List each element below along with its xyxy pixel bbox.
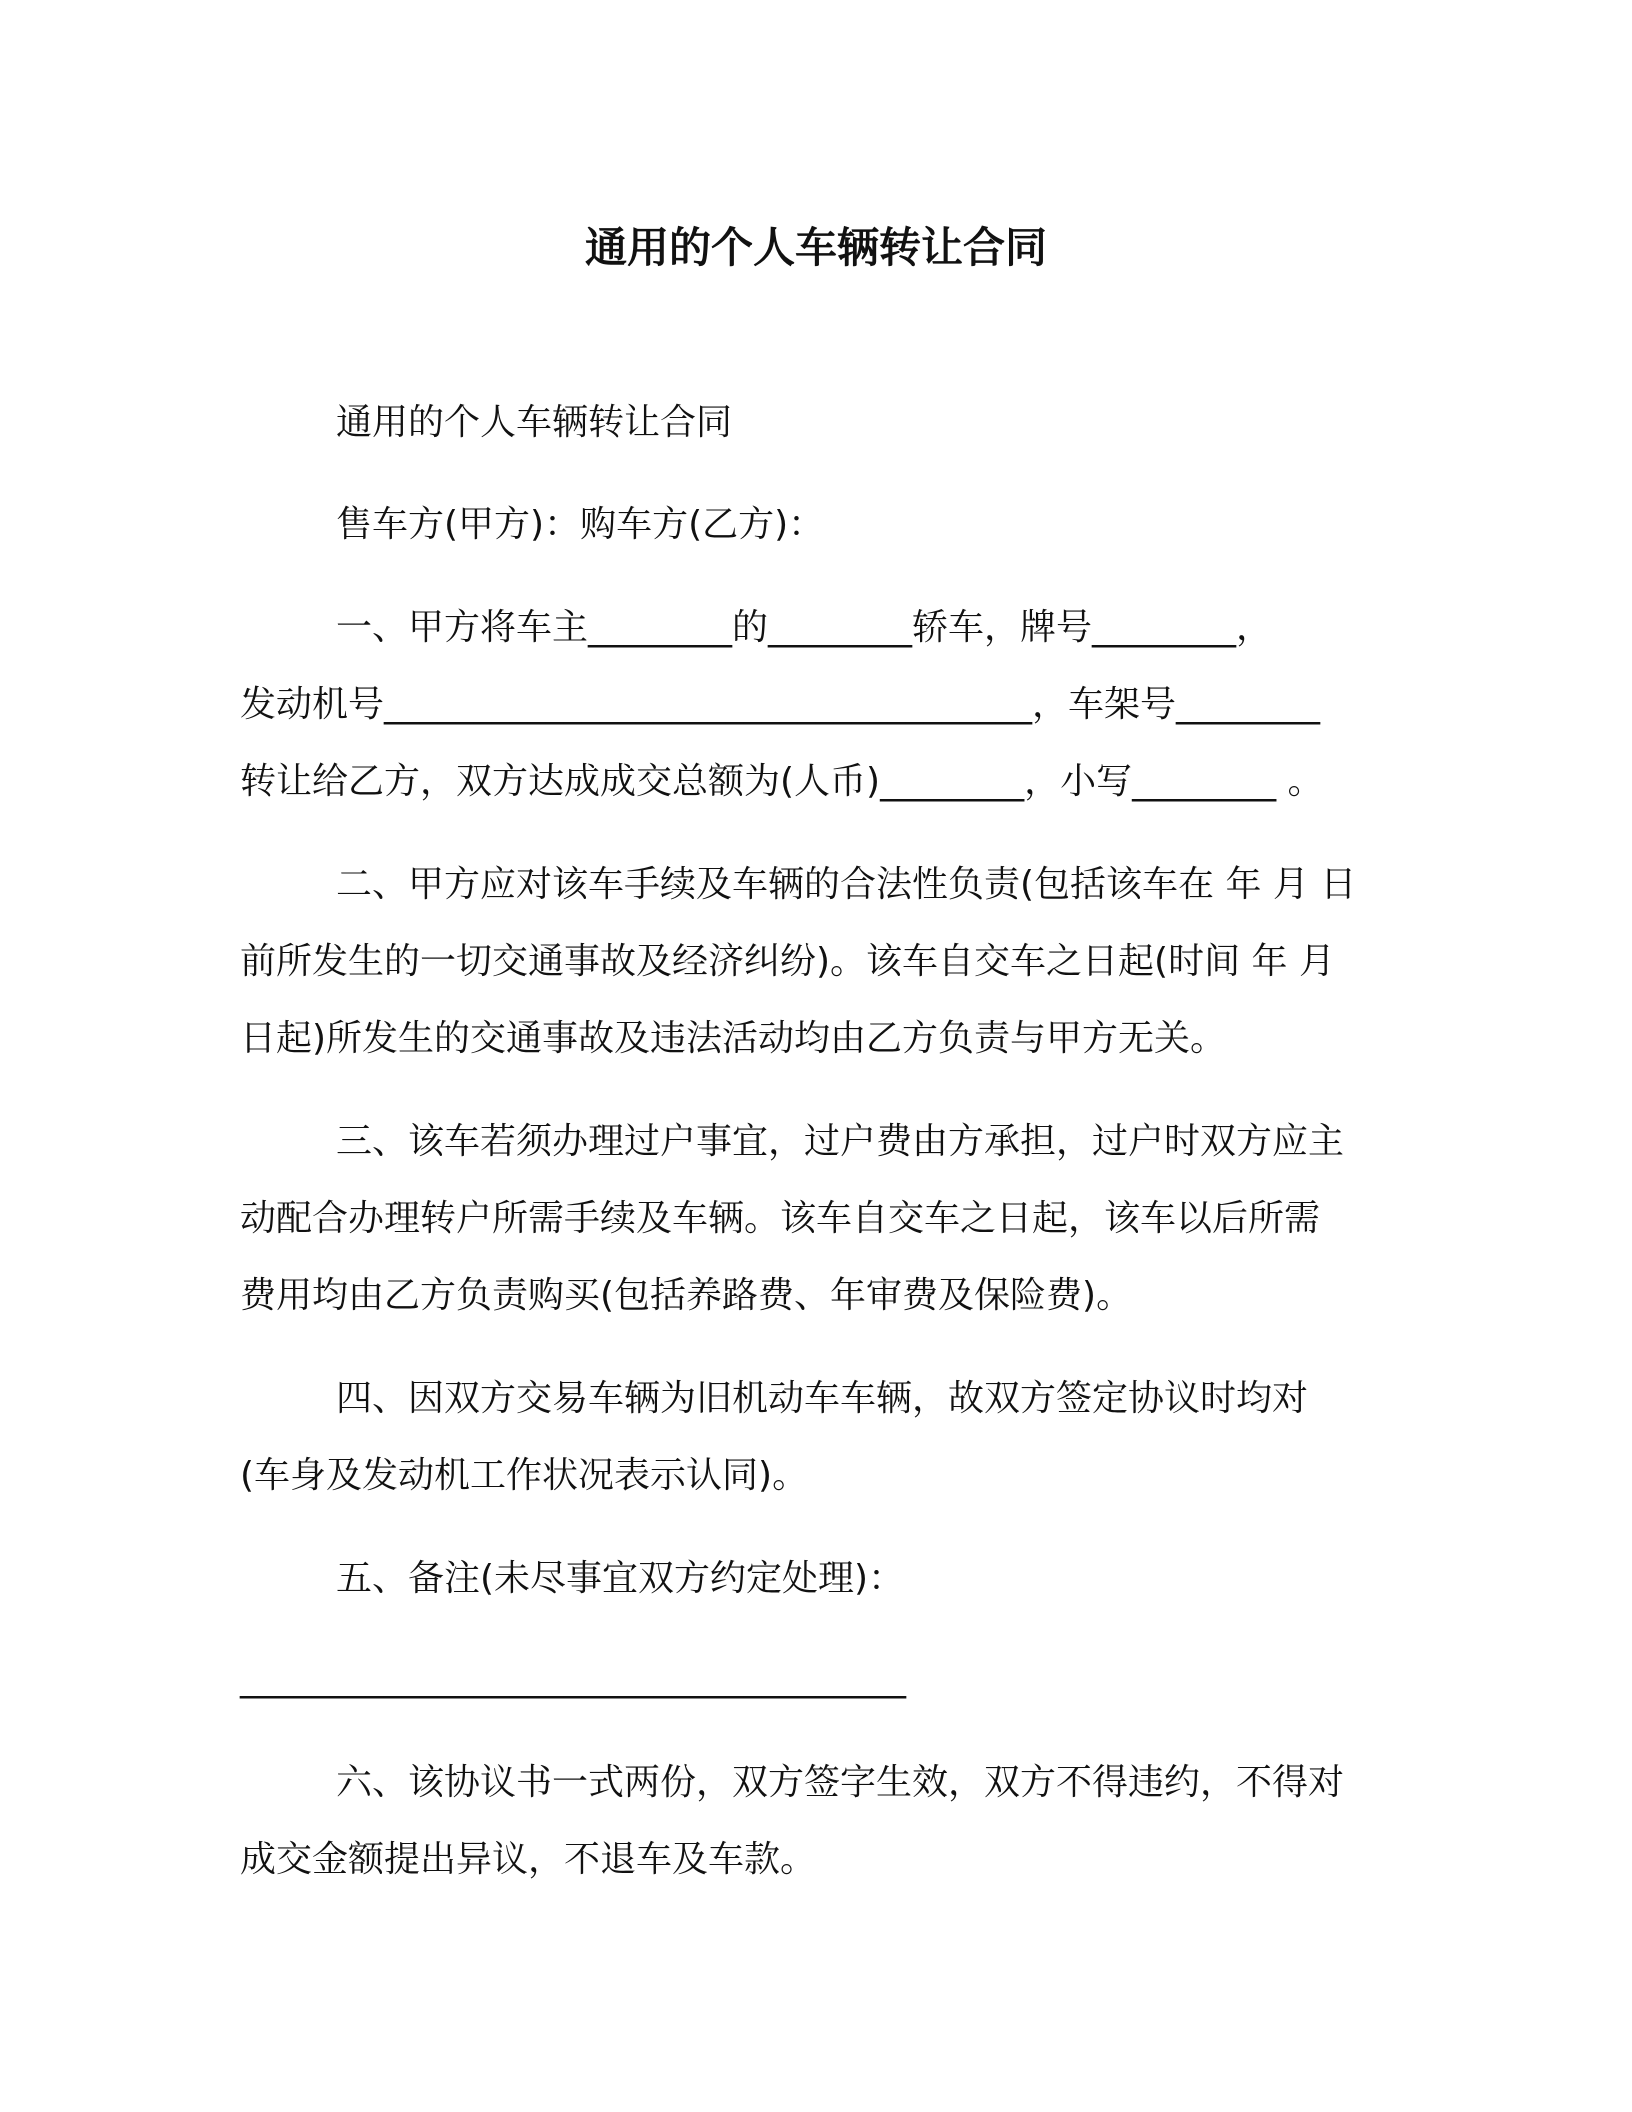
document-body bbox=[240, 384, 1380, 461]
clause-1-line-2: 发动机号____________________________________，车架号________ bbox=[240, 684, 1321, 725]
clause-6 bbox=[240, 1744, 1380, 1898]
clause-4 bbox=[240, 1360, 1380, 1514]
remarks-blank-line bbox=[240, 1640, 1380, 1717]
clause-1 bbox=[240, 589, 1380, 820]
clause-4-line-1: 四、因双方交易车辆为旧机动车车辆，故双方签定协议时均对 bbox=[336, 1378, 1309, 1419]
clause-3-line-2: 动配合办理转户所需手续及车辆。该车自交车之日起，该车以后所需 bbox=[240, 1198, 1321, 1239]
clause-2-line-3: 日起)所发生的交通事故及违法活动均由乙方负责与甲方无关。 bbox=[240, 1018, 1227, 1059]
clause-1-line-3: 转让给乙方，双方达成成交总额为(人币)________，小写________ 。 bbox=[240, 761, 1324, 802]
subtitle: 通用的个人车辆转让合同 bbox=[336, 402, 733, 443]
clause-5 bbox=[240, 1540, 1380, 1617]
clause-3-line-3: 费用均由乙方负责购买(包括养路费、年审费及保险费)。 bbox=[240, 1275, 1133, 1316]
remarks-blank: _____________________________________ bbox=[240, 1658, 906, 1699]
clause-4-line-2: (车身及发动机工作状况表示认同)。 bbox=[240, 1455, 809, 1496]
clause-3 bbox=[240, 1103, 1380, 1334]
clause-6-line-2: 成交金额提出异议，不退车及车款。 bbox=[240, 1839, 817, 1880]
parties-text: 售车方(甲方)：购车方(乙方)： bbox=[336, 504, 825, 545]
clause-3-line-1: 三、该车若须办理过户事宜，过户费由方承担，过户时双方应主 bbox=[336, 1121, 1345, 1162]
clause-2-line-1: 二、甲方应对该车手续及车辆的合法性负责(包括该车在 年 月 日 bbox=[336, 864, 1357, 905]
clause-6-line-1: 六、该协议书一式两份，双方签字生效，双方不得违约，不得对 bbox=[336, 1762, 1345, 1803]
clause-2 bbox=[240, 846, 1380, 1077]
clause-1-line-1: 一、甲方将车主________的________轿车，牌号________， bbox=[336, 607, 1273, 648]
document-title: 通用的个人车辆转让合同 bbox=[584, 223, 1047, 272]
clause-2-line-2: 前所发生的一切交通事故及经济纠纷)。该车自交车之日起(时间 年 月 bbox=[240, 941, 1335, 982]
parties-line bbox=[240, 486, 1380, 563]
clause-5-text: 五、备注(未尽事宜双方约定处理)： bbox=[336, 1558, 905, 1599]
